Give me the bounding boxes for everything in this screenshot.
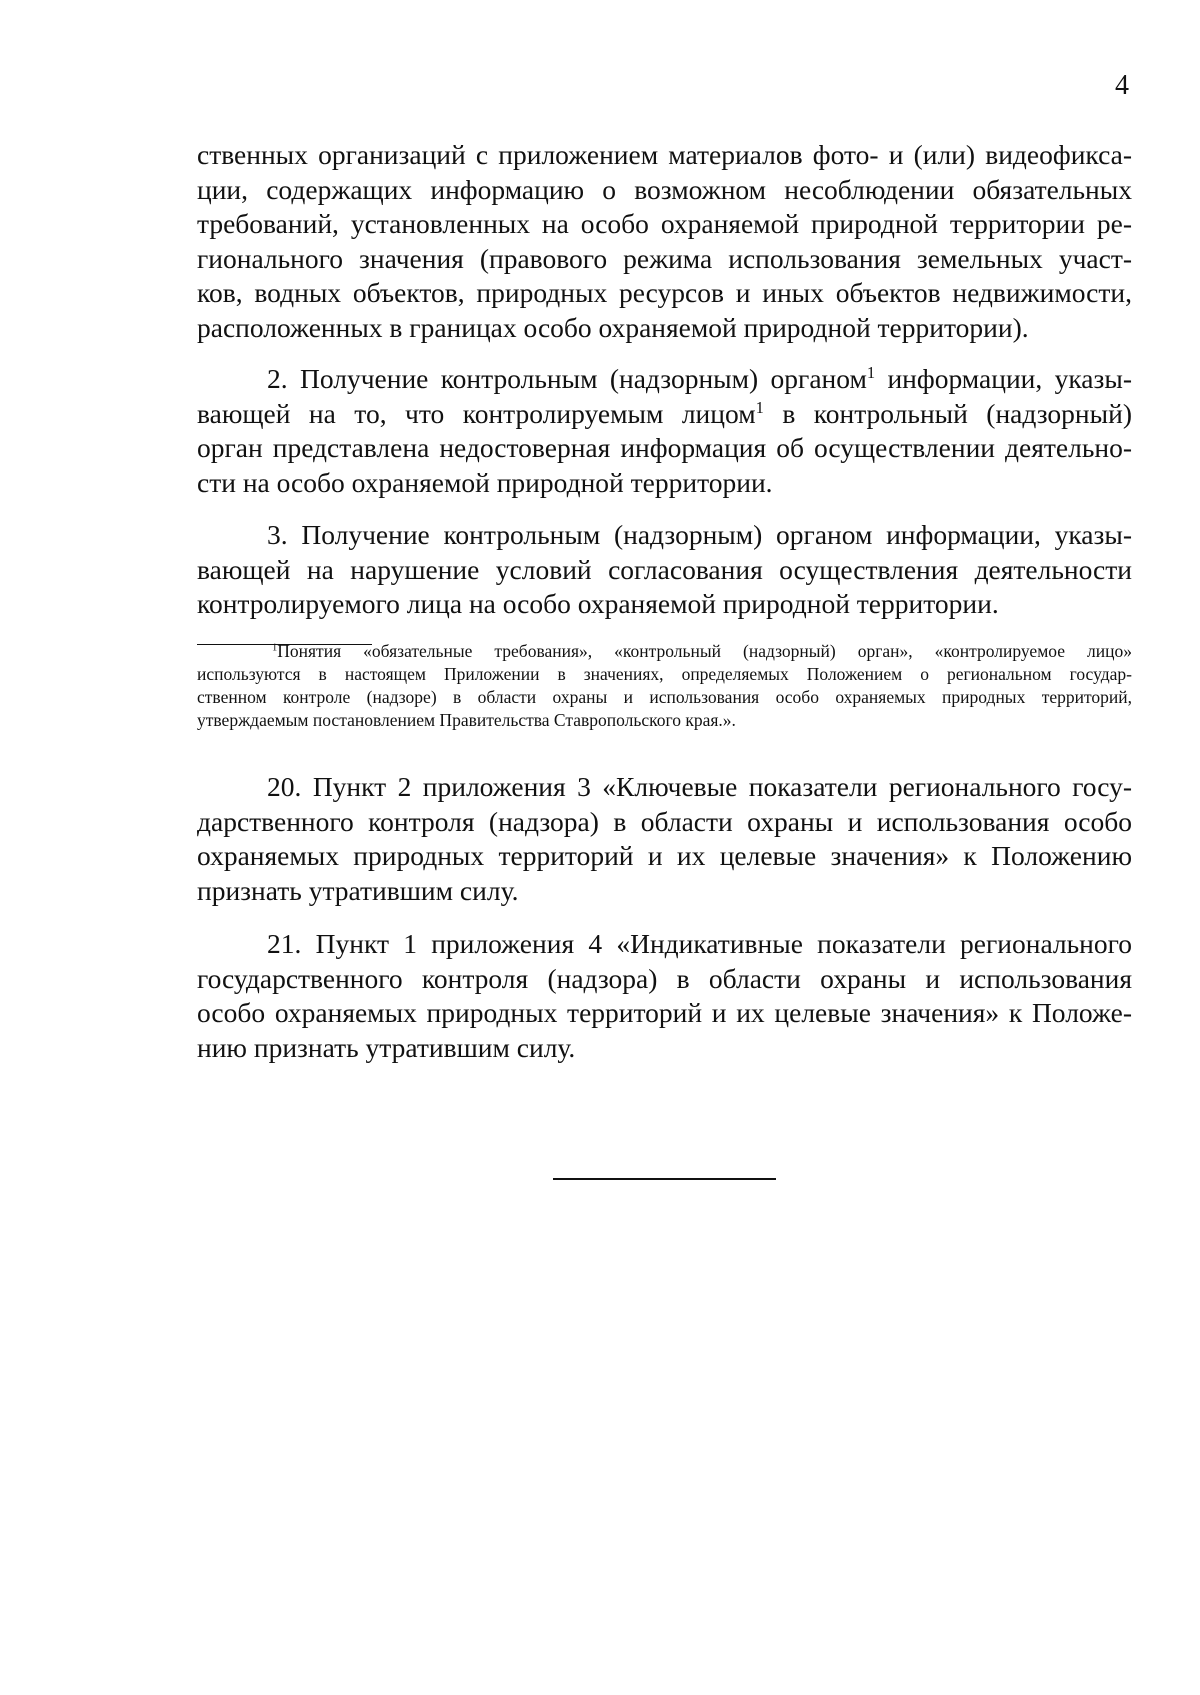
footnote-line: ственном контроле (надзоре) в области охраны и использования особо охраняемых природных территорий,: [197, 687, 1132, 707]
text-line: ции, содержащих информацию о возможном несоблюдении обязательных: [197, 173, 1132, 205]
text-line: ков, водных объектов, природных ресурсов и иных объектов недвижимости,: [197, 277, 1132, 308]
text-run: информации, указы-: [875, 363, 1132, 394]
text-line: требований, установленных на особо охраняемой природной территории ре-: [197, 208, 1132, 239]
page-number: 4: [1115, 70, 1129, 101]
footnote: [197, 640, 1132, 732]
text-run: Понятия «обязательные требования», «контрольный (надзорный) орган», «контролируемое лицо»: [277, 641, 1132, 661]
footnote-line: утверждаемым постановлением Правительства Ставропольского края.».: [197, 710, 736, 730]
text-run: 2. Получение контрольным (надзорным) органом: [267, 363, 867, 394]
text-line: охраняемых природных территорий и их целевые значения» к Положению: [197, 840, 1132, 871]
text-line: 3. Получение контрольным (надзорным) органом информации, указы-: [267, 519, 1132, 550]
text-line: особо охраняемых природных территорий и их целевые значения» к Положе-: [197, 997, 1132, 1028]
text-line: расположенных в границах особо охраняемой природной территории).: [197, 311, 1029, 343]
paragraph-20: [197, 770, 1132, 908]
text-line: нию признать утратившим силу.: [197, 1031, 576, 1063]
text-line: государственного контроля (надзора) в области охраны и использования: [197, 962, 1132, 994]
paragraph-2: [197, 362, 1132, 500]
footnote-ref: 1: [755, 397, 764, 417]
end-divider: [553, 1178, 776, 1180]
text-line: признать утратившим силу.: [197, 874, 519, 906]
text-line: дарственного контроля (надзора) в области охраны и использования особо: [197, 805, 1132, 837]
text-run: в контрольный (надзорный): [763, 397, 1132, 429]
text-run: вающей на то, что контролируемым лицом: [197, 397, 756, 429]
text-line: 20. Пункт 2 приложения 3 «Ключевые показатели регионального госу-: [267, 771, 1132, 802]
text-line: 21. Пункт 1 приложения 4 «Индикативные показатели регионального: [267, 928, 1132, 959]
text-line: вающей на нарушение условий согласования осуществления деятельности: [197, 553, 1132, 585]
text-line: [197, 397, 1132, 432]
paragraph-21: [197, 927, 1132, 1065]
footnote-ref: 1: [866, 363, 876, 383]
text-line: ственных организаций с приложением материалов фото- и (или) видеофикса-: [197, 139, 1132, 170]
text-line: орган представлена недостоверная информация об осуществлении деятельно-: [197, 432, 1132, 463]
text-line: контролируемого лица на особо охраняемой природной территории.: [197, 588, 999, 619]
text-line: сти на особо охраняемой природной территории.: [197, 466, 773, 498]
footnote-line: [197, 640, 1132, 663]
paragraph-continuation: [197, 138, 1132, 345]
footnote-line: используются в настоящем Приложении в значениях, определяемых Положением о региональном государ-: [197, 664, 1132, 684]
text-line: гионального значения (правового режима использования земельных участ-: [197, 242, 1132, 274]
text-line: [197, 362, 1132, 397]
footnote-marker: 1: [272, 642, 278, 654]
paragraph-3: [197, 518, 1132, 622]
